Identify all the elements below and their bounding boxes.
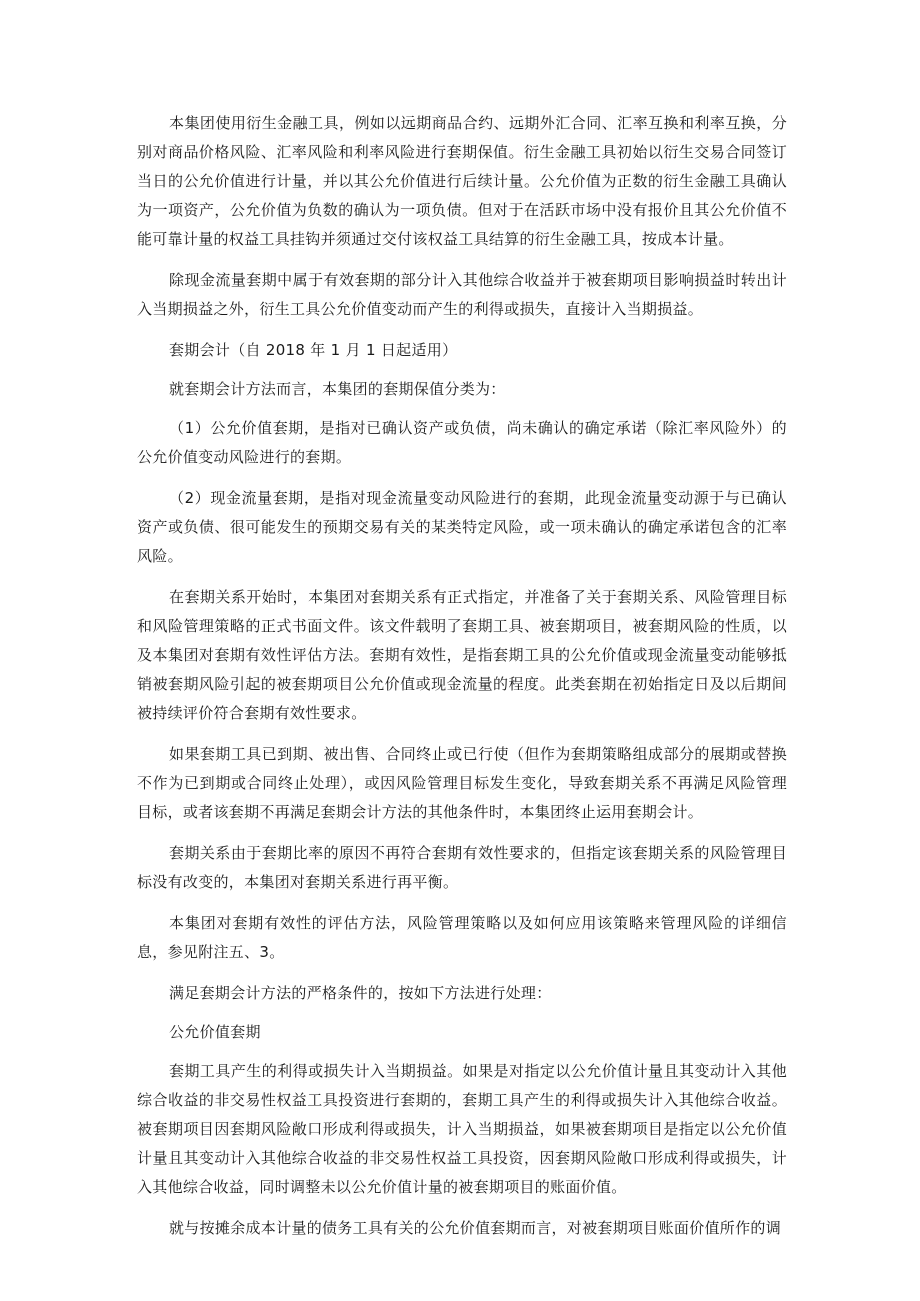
section-heading-hedge-accounting: 套期会计（自 2018 年 1 月 1 日起适用） [169,341,458,359]
paragraph-strict-conditions: 满足套期会计方法的严格条件的，按如下方法进行处理： [169,984,552,1002]
paragraph-amortised-cost-hedge: 就与按摊余成本计量的债务工具有关的公允价值套期而言，对被套期项目账面价值所作的调 [169,1219,782,1237]
list-item-fair-value-hedge: （1）公允价值套期，是指对已确认资产或负债，尚未确认的确定承诺（除汇率风险外）的公允价值变动风险进行的套期。 [137,419,787,466]
paragraph-hedge-gains-losses: 套期工具产生的利得或损失计入当期损益。如果是对指定以公允价值计量且其变动计入其他综合收益的非交易性权益工具投资进行套期的，套期工具产生的利得或损失计入其他综合收益。被套期项目因套期风险敞口形成利得或损失，计入当期损益，如果被套期项目是指定以公允价值计量且其变动计入其他综合收益的非交易性权益工具投资，因套期风险敞口形成利得或损失，计入其他综合收益，同时调整未以公允价值计量的被套期项目的账面价值。 [137,1062,787,1196]
paragraph-fair-value-changes: 除现金流量套期中属于有效套期的部分计入其他综合收益并于被套期项目影响损益时转出计入当期损益之外，衍生工具公允价值变动而产生的利得或损失，直接计入当期损益。 [137,271,787,318]
paragraph-hedge-classification: 就套期会计方法而言，本集团的套期保值分类为： [169,380,506,398]
list-item-cash-flow-hedge: （2）现金流量套期，是指对现金流量变动风险进行的套期，此现金流量变动源于与已确认资产或负债、很可能发生的预期交易有关的某类特定风险，或一项未确认的确定承诺包含的汇率风险。 [137,489,787,565]
paragraph-effectiveness-reference: 本集团对套期有效性的评估方法，风险管理策略以及如何应用该策略来管理风险的详细信息，参见附注五、3。 [137,914,787,961]
document-page [137,109,787,1255]
subheading-fair-value-hedge: 公允价值套期 [169,1023,261,1041]
paragraph-derivatives-intro: 本集团使用衍生金融工具，例如以远期商品合约、远期外汇合同、汇率互换和利率互换，分别对商品价格风险、汇率风险和利率风险进行套期保值。衍生金融工具初始以衍生交易合同签订当日的公允价值进行计量，并以其公允价值进行后续计量。公允价值为正数的衍生金融工具确认为一项资产，公允价值为负数的确认为一项负债。但对于在活跃市场中没有报价且其公允价值不能可靠计量的权益工具挂钩并须通过交付该权益工具结算的衍生金融工具，按成本计量。 [137,114,787,248]
paragraph-rebalancing: 套期关系由于套期比率的原因不再符合套期有效性要求的，但指定该套期关系的风险管理目标没有改变的，本集团对套期关系进行再平衡。 [137,844,787,891]
paragraph-hedge-termination: 如果套期工具已到期、被出售、合同终止或已行使（但作为套期策略组成部分的展期或替换不作为已到期或合同终止处理），或因风险管理目标发生变化，导致套期关系不再满足风险管理目标，或者该套期不再满足套期会计方法的其他条件时，本集团终止运用套期会计。 [137,745,787,821]
paragraph-hedge-designation: 在套期关系开始时，本集团对套期关系有正式指定，并准备了关于套期关系、风险管理目标和风险管理策略的正式书面文件。该文件载明了套期工具、被套期项目，被套期风险的性质，以及本集团对套期有效性评估方法。套期有效性，是指套期工具的公允价值或现金流量变动能够抵销被套期风险引起的被套期项目公允价值或现金流量的程度。此类套期在初始指定日及以后期间被持续评价符合套期有效性要求。 [137,588,787,722]
